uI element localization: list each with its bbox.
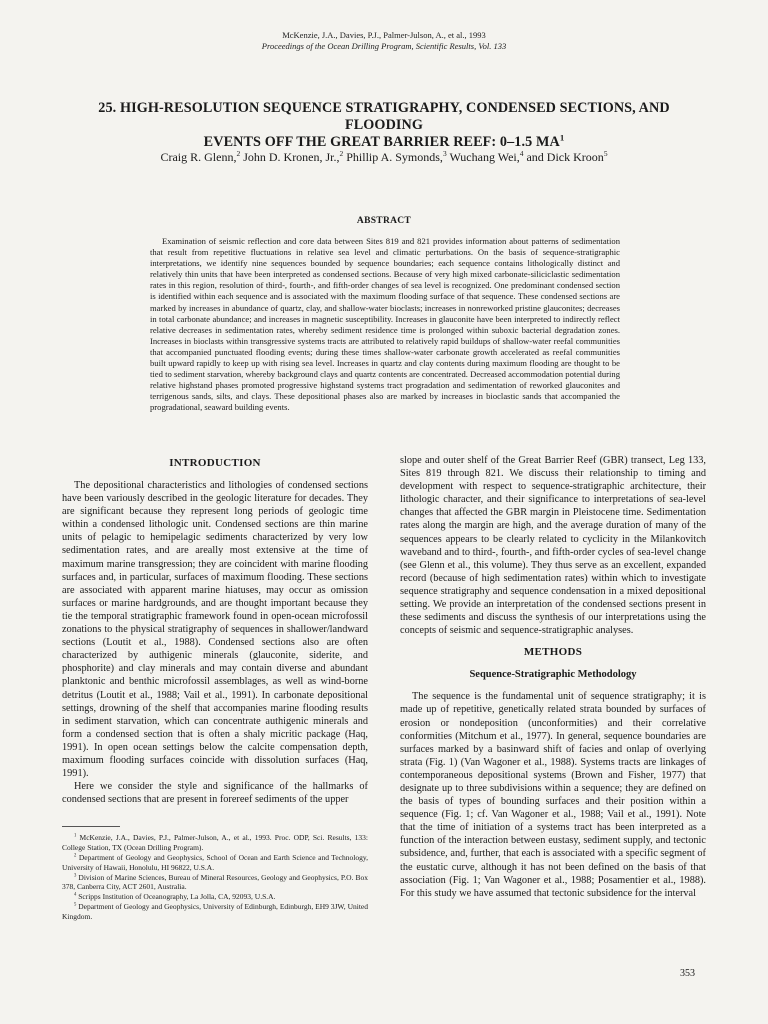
footnote — [62, 902, 368, 922]
author-name: Craig R. Glenn, — [160, 150, 237, 164]
footnote-divider — [62, 826, 120, 827]
footnote — [62, 853, 368, 873]
title-line-1: 25. HIGH-RESOLUTION SEQUENCE STRATIGRAPHY, CONDENSED SECTIONS, AND FLOODING — [98, 100, 670, 133]
author-name: John D. Kronen, Jr., — [243, 150, 340, 164]
footnote — [62, 892, 368, 902]
footnote-text: Scripps Institution of Oceanography, La Jolla, CA, 92093, U.S.A. — [78, 892, 276, 902]
paper-title — [70, 100, 698, 151]
title-footnote-mark[interactable]: 1 — [559, 132, 565, 143]
footnote-mark: 5 — [74, 902, 77, 908]
footnote-text: Division of Marine Sciences, Bureau of Mineral Resources, Geology and Geophysics, P.O. Box 378, Canberra City, ACT 2601, Australia. — [62, 872, 368, 892]
author-name: Phillip A. Symonds, — [346, 150, 443, 164]
abstract-text: Examination of seismic reflection and core data between Sites 819 and 821 provides information about patterns of sedimentation that result from repetitive fluctuations in relative sea level and climatic perturbations. On the basis of sequence-stratigraphic interpretations, we identify nine sequences bounded by sequence boundaries; each sequence contains lithologically distinct and relatively thin units that have been interpreted as condensed sections. Because of very high mixed carbonate-siliciclastic sedimentation rates in this region, resolution of third-, fourth-, and fifth-order changes of sea level is recognized. One predominant condensed section is identified within each sequence and is associated with the maximum flooding surface of that sequence. These condensed sections are marked by increases in abundance of quartz, clay, and shallow-water bioclasts; increases in nonreworked pristine glauconites; decreases in total carbonate abundance; and increases in magnetic susceptibility. Increases in glauconite have been interpreted to indirectly reflect relative decreases in sedimentation rates, whereby sediment residence time is prolonged within suboxic bacterial degradation zones. Increases in bioclasts within transgressive systems tracts are attributed to relatively rapid buildups of shallow-water reefal communities that accompanied punctuated flooding events; during these times shallow-water carbonate growth accelerated as reefal communities built upward rapidly to keep up with rising sea level. Increases in quartz and clay contents during maximum flooding are thought to be tied to sediment starvation, whereby background clays and quartz contents are concentrated. Decreased accommodation potential during relative highstand phases promoted progressive highstand systems tract progradation and sedimentation of reworked glauconites and terrigenous sands, silts, and clays. These depositional phases also are marked by increases in bioclastic sands that accompanied the progradational, seaward building events. — [150, 236, 620, 413]
methodology-subheading: Sequence-Stratigraphic Methodology — [469, 669, 637, 681]
footnote-mark: 2 — [74, 853, 77, 859]
footnote — [62, 873, 368, 893]
left-column — [62, 454, 368, 922]
author-name: Wuchang Wei, — [449, 150, 520, 164]
introduction-continuation: slope and outer shelf of the Great Barrier Reef (GBR) transect, Leg 133, Sites 819 through 821. We discuss their relationship to timing and development with respect to sequence-stratigraphic architecture, their lithologic character, and their significance to interpretations of sea-level changes that affected the GBR margin in Pleistocene time. Sedimentation rates along the margin are high, and the average duration of many of the sequences appears to be clearly related to cyclicity in the Milankovitch waveband and to third-, fourth-, and fifth-order cycles of sea-level change (see Glenn et al., this volume). They thus serve as an excellent, expanded record (because of high sedimentation rates) within which to investigate sequence stratigraphy and sequence condensation in a mixed depositional setting. We provide an interpretation of the condensed sections present in these sediments and discuss the synthesis of our interpretations using the concepts of seismic and sequence-stratigraphic analyses. — [400, 455, 706, 637]
introduction-paragraph: Here we consider the style and significance of the hallmarks of condensed sections that are present in forereef sediments of the upper — [62, 781, 368, 806]
title-line-2: EVENTS OFF THE GREAT BARRIER REEF: 0–1.5 MA — [203, 134, 560, 150]
abstract-heading: ABSTRACT — [356, 216, 412, 226]
author-footnote-mark[interactable]: 2 — [236, 149, 241, 158]
footnote-mark: 3 — [74, 873, 77, 879]
right-column — [400, 454, 706, 900]
author-footnote-mark[interactable]: 4 — [519, 149, 524, 158]
author-footnote-mark[interactable]: 2 — [339, 149, 344, 158]
introduction-heading: INTRODUCTION — [169, 457, 261, 469]
author-list — [60, 150, 708, 165]
page-number: 353 — [680, 968, 695, 979]
methods-heading: METHODS — [523, 646, 583, 659]
author-footnote-mark[interactable]: 5 — [603, 149, 608, 158]
introduction-paragraph: The depositional characteristics and lithologies of condensed sections have been variously described in the geologic literature for decades. They are significant because they represent long periods of geologic time within a condensed lithologic unit. Condensed sections are thin marine units of pelagic to hemipelagic sediments characterized by very low sedimentation rates, and are areally most extensive at the time of maximum marine transgression; they are coincident with marine flooding surfaces and, in particular, surfaces of maximum flooding. These sections are associated with apparent marine hiatuses, may occur as omission surfaces or marine hardgrounds, and are thought important because they tie the temporal stratigraphic framework found in open-ocean microfossil zonations to the physical stratigraphy of sequences in shallower/landward sections (Loutit et al., 1988). Condensed sections also are often characterized by authigenic minerals (glauconite, siderite, and phosphorite) and clay minerals and may contain diverse and abundant planktonic and benthic microfossil assemblages, as well as wind-borne detritus (Loutit et al., 1988; Vail et al., 1991). In carbonate depositional settings, drowning of the shelf that accompanies marine flooding results in sediment starvation, which can concentrate authigenic minerals and form a condensed section that is often a shaly micritic package (Haq, 1991). In open ocean settings below the calcite compensation depth, maximum flooding surfaces coincide with dissolution surfaces (Haq, 1991). — [62, 480, 368, 780]
footnote — [62, 833, 368, 853]
footnote-text: McKenzie, J.A., Davies, P.J., Palmer-Julson, A., et al., 1993. Proc. ODP, Sci. Results, 133: College Station, TX (Ocean Drilling Program). — [62, 833, 369, 853]
header-journal: Proceedings of the Ocean Drilling Program, Scientific Results, Vol. 133 — [261, 41, 507, 51]
author-name: and Dick Kroon — [526, 150, 604, 164]
footnote-text: Department of Geology and Geophysics, School of Ocean and Earth Science and Technology, University of Hawaii, Honolulu, HI 96822, U.S.A. — [62, 852, 368, 872]
footnote-mark: 1 — [74, 833, 77, 839]
footnote-mark: 4 — [74, 892, 77, 898]
methods-paragraph: The sequence is the fundamental unit of sequence stratigraphy; it is made up of repetitive, genetically related strata bounded by surfaces of erosion or nondeposition (unconformities) and their correlative conformities (Mitchum et al., 1977). In general, sequence boundaries are surfaces marked by a basinward shift of facies and onlap of overlying strata (Fig. 1) (Van Wagoner et al., 1988). Systems tracts are linkages of contemporaneous depositional systems (Brown and Fisher, 1977) that designate up to three subdivisions within a sequence; they are defined on the basis of types of bounding surfaces and their position within a sequence (Fig. 1; cf. Van Wagoner et al., 1988; Vail et al., 1991). Note that the time of initiation of a systems tract has been interpreted as a function of the interaction between eustasy, sediment supply, and tectonic subsidence, and, further, that each is associated with a specific segment of the eustatic curve, although it has not been defined on the basis of that association (Fig. 1; Van Wagoner et al., 1988; Posamentier et al., 1988). For this study we have assumed that tectonic subsidence for the interval — [400, 691, 706, 899]
author-footnote-mark[interactable]: 3 — [442, 149, 447, 158]
running-header — [0, 30, 768, 52]
header-citation: McKenzie, J.A., Davies, P.J., Palmer-Julson, A., et al., 1993 — [282, 30, 486, 40]
footnote-text: Department of Geology and Geophysics, University of Edinburgh, Edinburgh, EH9 3JW, United Kingdom. — [62, 901, 368, 921]
